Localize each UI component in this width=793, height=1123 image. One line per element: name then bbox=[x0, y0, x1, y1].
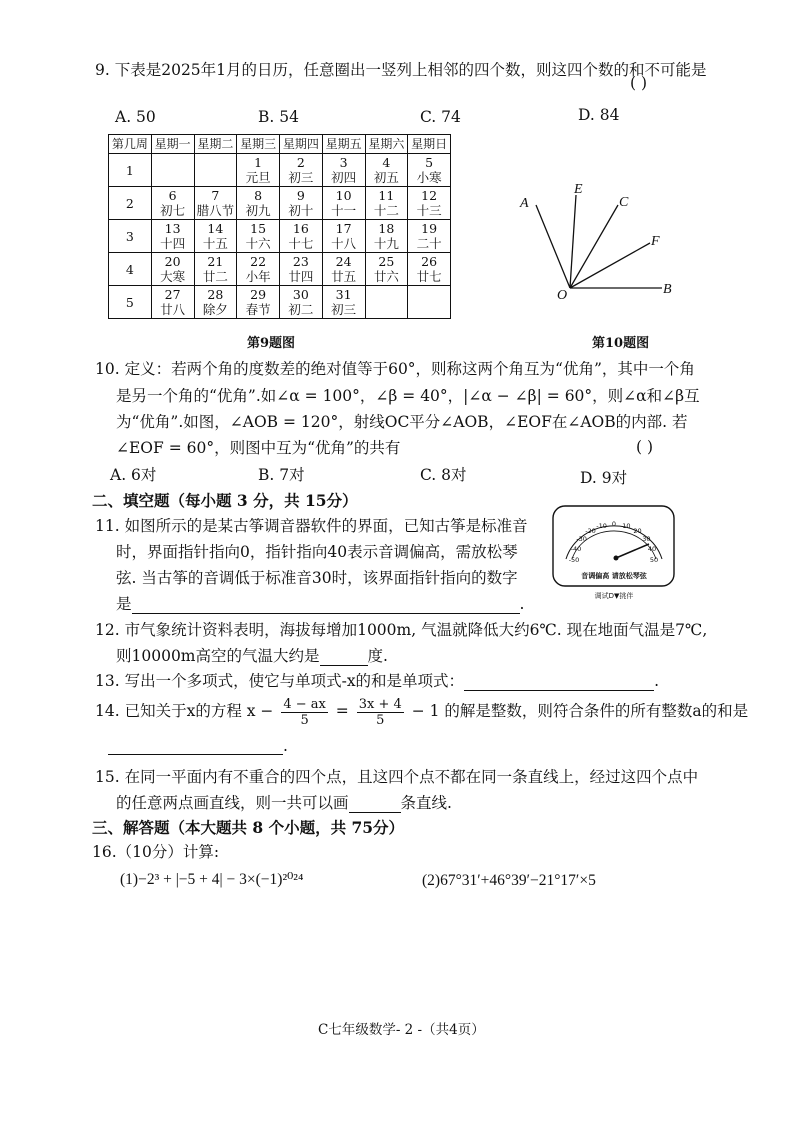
calendar-week-cell: 2 bbox=[109, 187, 152, 220]
calendar-day-cell: 18 十九 bbox=[365, 220, 408, 253]
q9-option-c: C. 74 bbox=[420, 108, 461, 126]
q14-answer-blank[interactable] bbox=[108, 738, 283, 755]
calendar-day-cell: 14 十五 bbox=[194, 220, 237, 253]
calendar-day-cell: 24 廿五 bbox=[322, 253, 365, 286]
tuner-status-text: 音调偏高 请放松琴弦 bbox=[581, 572, 647, 580]
q10-line4: ∠EOF = 60°，则图中互为“优角”的共有 bbox=[116, 439, 401, 457]
calendar-header-cell: 星期一 bbox=[151, 135, 194, 154]
q11-line3: 弦. 当古筝的音调低于标准音30时，该界面指针指向的数字 bbox=[116, 569, 518, 587]
q10-line2: 是另一个角的“优角”.如∠α = 100°，∠β = 40°，|∠α − ∠β| = 60°，则∠α和∠β互 bbox=[116, 387, 700, 405]
ray-oe bbox=[570, 195, 576, 288]
calendar-day-cell: 25 廿六 bbox=[365, 253, 408, 286]
q9-answer-bracket: ( ) bbox=[630, 74, 648, 92]
q9-option-b: B. 54 bbox=[258, 108, 299, 126]
tuner-footer-text: 调试D▼挑伴 bbox=[594, 592, 634, 600]
section-3-title: 三、解答题（本大题共 8 个小题，共 75分） bbox=[92, 818, 405, 837]
calendar-day-cell: 15 十六 bbox=[237, 220, 280, 253]
calendar-day-cell: 1 元旦 bbox=[237, 154, 280, 187]
q14-fraction-1 bbox=[281, 697, 328, 728]
calendar-day-cell: 29 春节 bbox=[237, 286, 280, 319]
q12-unit: 度. bbox=[367, 647, 388, 665]
calendar-day-cell: 27 廿八 bbox=[151, 286, 194, 319]
calendar-day-cell: 21 廿二 bbox=[194, 253, 237, 286]
q14-line bbox=[95, 692, 748, 730]
calendar-row bbox=[109, 286, 451, 319]
q14-frac1-denominator: 5 bbox=[300, 712, 309, 728]
q16-part2: (2)67°31′+46°39′−21°17′×5 bbox=[422, 872, 596, 889]
calendar-day-cell: 20 大寒 bbox=[151, 253, 194, 286]
q10-figure-caption: 第10题图 bbox=[592, 336, 650, 351]
calendar-day-cell: 2 初三 bbox=[280, 154, 323, 187]
label-e: E bbox=[574, 182, 583, 197]
q14-equals: = bbox=[335, 702, 349, 720]
calendar-header-cell: 第几周 bbox=[109, 135, 152, 154]
calendar-day-cell: 8 初九 bbox=[237, 187, 280, 220]
calendar-day-cell: 3 初四 bbox=[322, 154, 365, 187]
tuner-tick-label: -50 bbox=[568, 556, 580, 564]
calendar-row bbox=[109, 220, 451, 253]
q14-fraction-2 bbox=[357, 697, 404, 728]
q13-line: 13. 写出一个多项式，使它与单项式-x的和是单项式： . bbox=[95, 672, 659, 690]
page-footer: C七年级数学- 2 -（共4页） bbox=[318, 1022, 485, 1038]
ray-oa bbox=[536, 205, 570, 288]
q9-option-a: A. 50 bbox=[115, 108, 156, 126]
calendar-header-cell: 星期日 bbox=[408, 135, 451, 154]
calendar-header-cell: 星期五 bbox=[322, 135, 365, 154]
q11-line4-text: 是 bbox=[116, 595, 132, 613]
tuner-tick-label: 20 bbox=[633, 526, 642, 535]
calendar-row bbox=[109, 187, 451, 220]
calendar-header-cell: 星期六 bbox=[365, 135, 408, 154]
calendar-table bbox=[108, 134, 451, 319]
tuner-tick-label: -20 bbox=[585, 526, 596, 535]
q15-line2-text-b: 条直线. bbox=[400, 794, 452, 812]
tuner-tick-label: -40 bbox=[570, 544, 582, 553]
tuner-tick-label: 40 bbox=[647, 544, 657, 553]
q10-option-a: A. 6对 bbox=[110, 466, 157, 484]
calendar-day-cell: 13 十四 bbox=[151, 220, 194, 253]
q14-frac1-numerator: 4 − ax bbox=[283, 696, 326, 712]
ray-oc bbox=[570, 205, 618, 288]
calendar-day-cell: 12 十三 bbox=[408, 187, 451, 220]
q13-answer-blank[interactable] bbox=[464, 674, 654, 691]
q11-answer-blank[interactable] bbox=[132, 597, 520, 614]
calendar-day-cell: 4 初五 bbox=[365, 154, 408, 187]
calendar-row bbox=[109, 253, 451, 286]
calendar-day-cell: 26 廿七 bbox=[408, 253, 451, 286]
calendar-header-cell: 星期三 bbox=[237, 135, 280, 154]
q10-option-c: C. 8对 bbox=[420, 466, 467, 484]
q10-angle-figure bbox=[500, 175, 700, 310]
calendar-day-cell bbox=[194, 154, 237, 187]
q9-text: 9. 下表是2025年1月的日历，任意圈出一竖列上相邻的四个数，则这四个数的和不可能是 bbox=[95, 61, 707, 79]
tuner-tick-label: 50 bbox=[649, 556, 659, 564]
q15-line1: 15. 在同一平面内有不重合的四个点，且这四个点不都在同一条直线上，经过这四个点中 bbox=[95, 768, 699, 786]
section-2-title: 二、填空题（每小题 3 分，共 15分） bbox=[92, 491, 358, 510]
q9-option-d: D. 84 bbox=[578, 106, 620, 124]
q11-line2: 时，界面指针指向0，指针指向40表示音调偏高，需放松琴 bbox=[116, 543, 518, 561]
label-a: A bbox=[520, 196, 529, 211]
tuner-needle-pivot bbox=[614, 556, 619, 561]
calendar-day-cell: 10 十一 bbox=[322, 187, 365, 220]
q14-frac2-numerator: 3x + 4 bbox=[358, 696, 402, 712]
tuner-device bbox=[552, 505, 676, 603]
q14-text-b: − 1 的解是整数，则符合条件的所有整数a的和是 bbox=[411, 702, 749, 720]
q15-line2-text-a: 的任意两点画直线，则一共可以画 bbox=[116, 794, 349, 812]
calendar-day-cell bbox=[151, 154, 194, 187]
q14-text-a: 14. 已知关于x的方程 x − bbox=[95, 702, 274, 720]
q9-figure-caption: 第9题图 bbox=[247, 336, 296, 351]
calendar-day-cell: 9 初十 bbox=[280, 187, 323, 220]
tuner-tick-label: 30 bbox=[642, 534, 651, 543]
q15-line2 bbox=[116, 791, 452, 813]
q15-answer-blank[interactable] bbox=[349, 796, 401, 813]
q14-tail: . bbox=[283, 737, 288, 755]
calendar-day-cell: 11 十二 bbox=[365, 187, 408, 220]
calendar-week-cell: 1 bbox=[109, 154, 152, 187]
tuner-tick-label: -10 bbox=[596, 521, 607, 530]
label-c: C bbox=[619, 195, 629, 210]
calendar-day-cell: 19 二十 bbox=[408, 220, 451, 253]
calendar-day-cell: 6 初七 bbox=[151, 187, 194, 220]
q14-frac2-denominator: 5 bbox=[376, 712, 385, 728]
calendar-row bbox=[109, 154, 451, 187]
q12-line1: 12. 市气象统计资料表明，海拔每增加1000m, 气温就降低大约6℃. 现在地面气温是7℃, bbox=[95, 621, 708, 639]
ray-of bbox=[570, 243, 650, 288]
q10-answer-bracket: ( ) bbox=[636, 438, 654, 456]
calendar-week-cell: 5 bbox=[109, 286, 152, 319]
q10-line1: 10. 定义：若两个角的度数差的绝对值等于60°，则称这两个角互为“优角”，其中一个角 bbox=[95, 360, 695, 378]
calendar-day-cell: 31 初三 bbox=[322, 286, 365, 319]
calendar-body bbox=[109, 154, 451, 319]
calendar-week-cell: 3 bbox=[109, 220, 152, 253]
calendar-week-cell: 4 bbox=[109, 253, 152, 286]
calendar-day-cell: 7 腊八节 bbox=[194, 187, 237, 220]
q11-line1: 11. 如图所示的是某古筝调音器软件的界面，已知古筝是标准音 bbox=[95, 517, 528, 535]
tuner-tick-label: 0 bbox=[611, 520, 617, 528]
q12-line2-text: 则10000m高空的气温大约是 bbox=[116, 647, 320, 665]
tuner-tick-label: 10 bbox=[622, 521, 631, 530]
q12-answer-blank[interactable] bbox=[320, 649, 368, 666]
label-b: B bbox=[663, 282, 672, 297]
q13-text: 13. 写出一个多项式，使它与单项式-x的和是单项式： bbox=[95, 672, 465, 690]
calendar-header-cell: 星期四 bbox=[280, 135, 323, 154]
label-f: F bbox=[651, 234, 660, 249]
calendar-day-cell: 16 十七 bbox=[280, 220, 323, 253]
q10-option-b: B. 7对 bbox=[258, 466, 305, 484]
tuner-tick-label: -30 bbox=[576, 534, 587, 543]
calendar-day-cell: 28 除夕 bbox=[194, 286, 237, 319]
calendar-day-cell bbox=[365, 286, 408, 319]
q11-line4: 是 . bbox=[116, 595, 525, 613]
q16-title: 16.（10分）计算: bbox=[92, 843, 220, 861]
calendar-header-cell: 星期二 bbox=[194, 135, 237, 154]
q10-option-d: D. 9对 bbox=[580, 469, 628, 487]
q12-line2 bbox=[116, 644, 388, 666]
q16-part1: (1)−2³ + |−5 + 4| − 3×(−1)²⁰²⁴ bbox=[120, 871, 304, 888]
q10-line3: 为“优角”.如图，∠AOB = 120°，射线OC平分∠AOB，∠EOF在∠AOB的内部. 若 bbox=[116, 413, 688, 431]
label-o: O bbox=[557, 288, 568, 303]
calendar-day-cell bbox=[408, 286, 451, 319]
calendar-day-cell: 5 小寒 bbox=[408, 154, 451, 187]
q14-answer-line bbox=[108, 737, 288, 755]
calendar-header-row bbox=[109, 135, 451, 154]
calendar-day-cell: 17 十八 bbox=[322, 220, 365, 253]
calendar-day-cell: 22 小年 bbox=[237, 253, 280, 286]
calendar-day-cell: 30 初二 bbox=[280, 286, 323, 319]
calendar-day-cell: 23 廿四 bbox=[280, 253, 323, 286]
